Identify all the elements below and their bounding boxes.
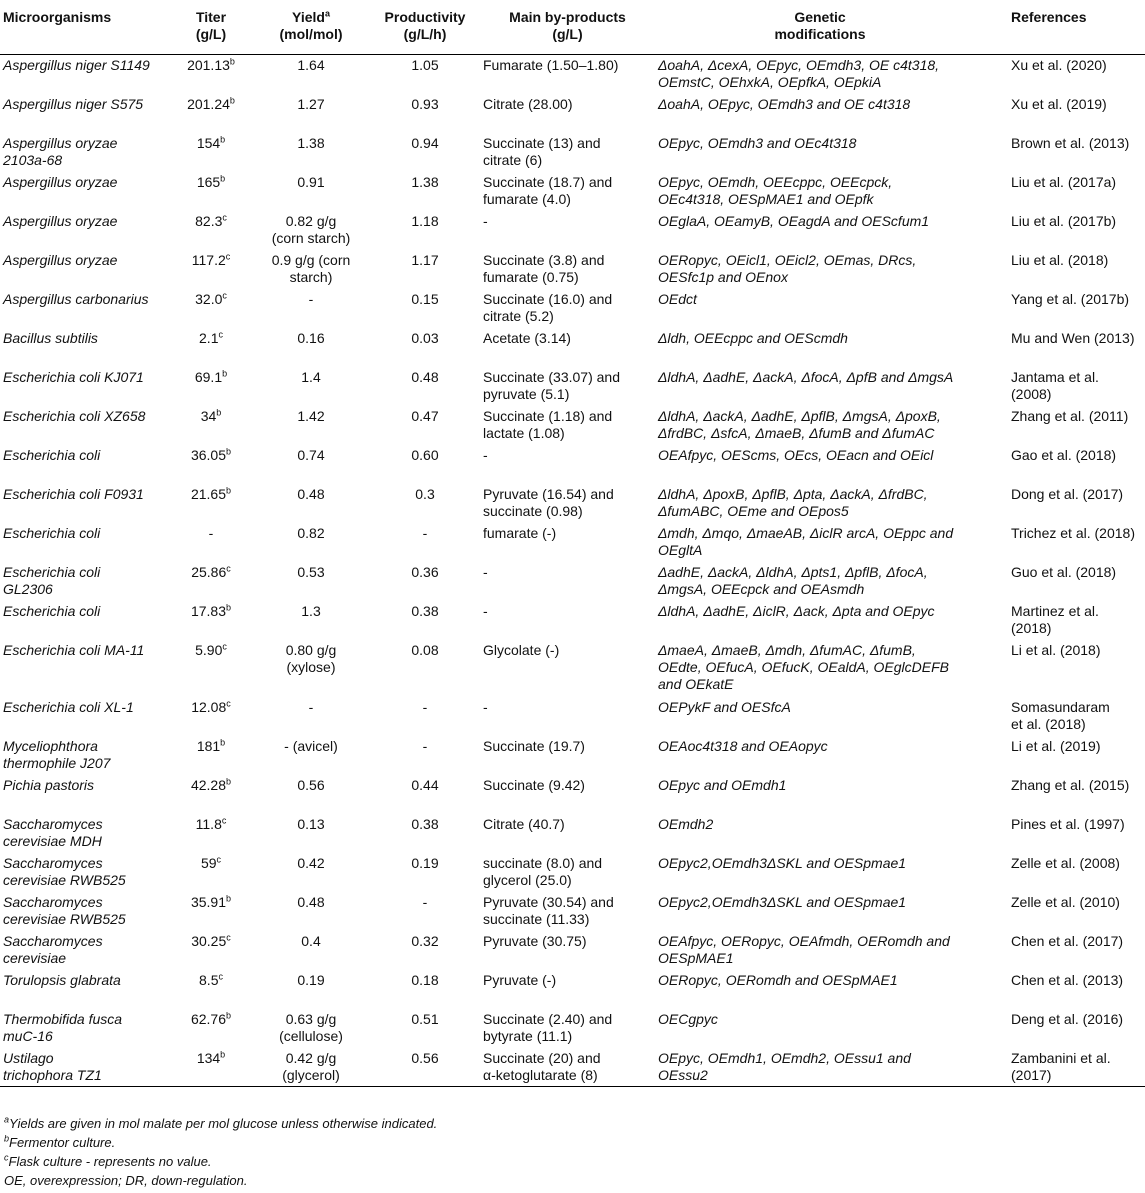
cell-yield: 0.56 bbox=[297, 776, 325, 793]
cell-microorganism: Aspergillus niger S1149 bbox=[3, 57, 150, 73]
table-row bbox=[0, 55, 1145, 94]
cell-microorganism: Aspergillus carbonarius bbox=[3, 290, 149, 307]
cell-productivity: 1.38 bbox=[411, 173, 439, 190]
cell-reference: Zhang et al. (2011) bbox=[1011, 407, 1129, 424]
cell-genetic-modifications: OEglaA, OEamyB, OEagdA and OEScfum1 bbox=[658, 212, 930, 229]
cell-productivity: 0.32 bbox=[411, 932, 439, 949]
cell-genetic-modifications: Δmdh, Δmqo, ΔmaeAB, ΔiclR arcA, OEppc and OEgltA bbox=[658, 524, 954, 558]
cell-microorganism: Escherichia coli bbox=[3, 446, 101, 463]
table-row bbox=[0, 892, 1145, 931]
cell-genetic-modifications: OEpyc2,OEmdh3ΔSKL and OESpmae1 bbox=[658, 854, 907, 871]
table-row bbox=[0, 1048, 1145, 1087]
cell-reference: Jantama et al. (2008) bbox=[1011, 368, 1099, 402]
cell-titer: 181$^b$ bbox=[196, 736, 226, 754]
cell-byproducts: - bbox=[483, 446, 488, 463]
cell-productivity: 0.08 bbox=[411, 641, 439, 658]
table-row bbox=[0, 367, 1145, 406]
table-row bbox=[0, 853, 1145, 892]
cell-microorganism: Escherichia coli XL-1 bbox=[3, 698, 134, 715]
cell-genetic-modifications: OEdct bbox=[658, 290, 697, 307]
cell-reference: Zelle et al. (2008) bbox=[1011, 854, 1120, 871]
cell-genetic-modifications: ΔoahA, ΔcexA, OEpyc, OEmdh3, OE c4t318, OEmstC, OEhxkA, OEpfkA, OEpkiA bbox=[658, 57, 940, 90]
table-row bbox=[0, 736, 1145, 775]
cell-titer: 32.0$^c$ bbox=[195, 289, 227, 307]
cell-genetic-modifications: Δldh, OEEcppc and OEScmdh bbox=[658, 329, 848, 346]
footnote: $^c$Flask culture - represents no value. bbox=[4, 1152, 212, 1169]
cell-byproducts: Acetate (3.14) bbox=[483, 329, 571, 346]
cell-byproducts: - bbox=[483, 602, 488, 619]
cell-yield: 0.13 bbox=[297, 815, 325, 832]
table-header bbox=[0, 0, 1145, 55]
cell-microorganism: Aspergillus oryzae bbox=[3, 251, 118, 268]
cell-reference: Chen et al. (2017) bbox=[1011, 932, 1124, 949]
cell-genetic-modifications: ΔldhA, ΔadhE, ΔackA, ΔfocA, ΔpfB and ΔmgsA bbox=[658, 368, 954, 385]
cell-genetic-modifications: OEAoc4t318 and OEAopyc bbox=[658, 737, 828, 754]
cell-reference: Liu et al. (2017a) bbox=[1011, 173, 1117, 190]
cell-byproducts: Glycolate (-) bbox=[483, 641, 560, 658]
header-productivity: Productivity (g/L/h) bbox=[370, 0, 480, 55]
table-footnotes bbox=[4, 1114, 437, 1190]
cell-byproducts: Succinate (1.18) and lactate (1.08) bbox=[483, 407, 613, 441]
cell-productivity: 0.48 bbox=[411, 368, 439, 385]
cell-titer: 34$^b$ bbox=[200, 406, 222, 424]
cell-byproducts: Succinate (16.0) and citrate (5.2) bbox=[483, 290, 613, 324]
header-byproducts: Main by-products (g/L) bbox=[480, 0, 655, 55]
cell-microorganism: Aspergillus oryzae bbox=[3, 173, 118, 190]
cell-genetic-modifications: ΔldhA, ΔackA, ΔadhE, ΔpflB, ΔmgsA, ΔpoxB, ΔfrdBC, ΔsfcA, ΔmaeB, ΔfumB and ΔfumAC bbox=[658, 407, 941, 441]
cell-reference: Mu and Wen (2013) bbox=[1011, 329, 1135, 346]
cell-titer: 62.76$^b$ bbox=[190, 1009, 232, 1027]
table-row bbox=[0, 931, 1145, 970]
table-row bbox=[0, 172, 1145, 211]
table-row bbox=[0, 775, 1145, 814]
table-row bbox=[0, 523, 1145, 562]
header-genetic-modifications: Genetic modifications bbox=[655, 0, 985, 55]
cell-byproducts: Succinate (2.40) and bytyrate (11.1) bbox=[483, 1010, 613, 1044]
cell-byproducts: Fumarate (1.50–1.80) bbox=[483, 57, 619, 73]
cell-titer: 59$^c$ bbox=[200, 853, 222, 871]
cell-yield: - (avicel) bbox=[284, 737, 338, 754]
cell-reference: Trichez et al. (2018) bbox=[1011, 524, 1135, 541]
cell-yield: 1.4 bbox=[301, 368, 321, 385]
cell-yield: - bbox=[308, 698, 314, 715]
cell-yield: 0.4 bbox=[301, 932, 321, 949]
cell-yield: 0.53 bbox=[297, 563, 325, 580]
cell-yield: 0.9 g/g (corn starch) bbox=[271, 251, 351, 285]
table-row bbox=[0, 94, 1145, 133]
cell-microorganism: Saccharomyces cerevisiae MDH bbox=[3, 815, 103, 849]
cell-byproducts: Succinate (19.7) bbox=[483, 737, 585, 754]
cell-titer: 117.2$^c$ bbox=[191, 250, 231, 268]
cell-genetic-modifications: OEAfpyc, OEScms, OEcs, OEacn and OEicl bbox=[658, 446, 934, 463]
cell-productivity: 0.38 bbox=[411, 815, 439, 832]
cell-genetic-modifications: OEpyc, OEmdh1, OEmdh2, OEssu1 and OEssu2 bbox=[655, 1048, 985, 1087]
header-references: References bbox=[985, 0, 1145, 55]
cell-titer: 11.8$^c$ bbox=[195, 814, 227, 832]
cell-productivity: - bbox=[422, 524, 428, 541]
cell-productivity: 0.44 bbox=[411, 776, 439, 793]
header-titer: Titer (g/L) bbox=[170, 0, 252, 55]
cell-microorganism: Escherichia coli bbox=[3, 524, 101, 541]
cell-byproducts: Succinate (33.07) and pyruvate (5.1) bbox=[483, 368, 620, 402]
cell-productivity: - bbox=[422, 698, 428, 715]
table-row bbox=[0, 445, 1145, 484]
cell-productivity: 0.15 bbox=[411, 290, 439, 307]
cell-yield: 0.82 g/g (corn starch) bbox=[271, 212, 351, 246]
cell-reference: Zhang et al. (2015) bbox=[1011, 776, 1130, 793]
cell-byproducts: Pyruvate (30.75) bbox=[483, 932, 587, 949]
cell-yield: 0.42 bbox=[297, 854, 325, 871]
cell-microorganism: Escherichia coli bbox=[3, 602, 101, 619]
cell-titer: 69.1$^b$ bbox=[194, 367, 228, 385]
cell-microorganism: Escherichia coli XZ658 bbox=[3, 407, 146, 424]
cell-genetic-modifications: OERopyc, OEicl1, OEicl2, OEmas, DRcs, OESfc1p and OEnox bbox=[658, 251, 917, 285]
cell-byproducts: Succinate (18.7) and fumarate (4.0) bbox=[483, 173, 613, 207]
cell-byproducts: Pyruvate (-) bbox=[483, 971, 557, 988]
cell-titer: 154$^b$ bbox=[196, 133, 226, 151]
cell-genetic-modifications: OEpyc and OEmdh1 bbox=[658, 776, 787, 793]
table-row bbox=[0, 601, 1145, 640]
table-row bbox=[0, 328, 1145, 367]
cell-titer: 2.1$^c$ bbox=[199, 328, 223, 346]
cell-yield: 1.27 bbox=[297, 95, 325, 112]
cell-microorganism: Aspergillus niger S575 bbox=[3, 95, 144, 112]
table-row bbox=[0, 211, 1145, 250]
cell-reference: Brown et al. (2013) bbox=[1011, 134, 1130, 151]
cell-microorganism: Torulopsis glabrata bbox=[3, 971, 121, 988]
cell-byproducts: Succinate (13) and citrate (6) bbox=[483, 134, 601, 168]
cell-titer: 17.83$^b$ bbox=[190, 601, 232, 619]
cell-genetic-modifications: OEPykF and OESfcA bbox=[658, 698, 791, 715]
cell-genetic-modifications: OERopyc, OERomdh and OESpMAE1 bbox=[658, 971, 898, 988]
cell-microorganism: Thermobifida fusca muC-16 bbox=[3, 1010, 123, 1044]
cell-titer: 201.24$^b$ bbox=[187, 94, 235, 112]
cell-productivity: 0.38 bbox=[411, 602, 439, 619]
table-row bbox=[0, 814, 1145, 853]
cell-productivity: 0.56 bbox=[370, 1048, 480, 1087]
cell-productivity: 0.19 bbox=[411, 854, 439, 871]
cell-microorganism: Saccharomyces cerevisiae RWB525 bbox=[3, 854, 126, 888]
cell-byproducts: fumarate (-) bbox=[483, 524, 557, 541]
cell-productivity: 0.3 bbox=[415, 485, 435, 502]
footnote: $^b$Fermentor culture. bbox=[4, 1133, 116, 1150]
cell-yield: 0.80 g/g (xylose) bbox=[285, 641, 337, 675]
table-row bbox=[0, 970, 1145, 1009]
cell-yield: 0.48 bbox=[297, 485, 325, 502]
cell-yield: 0.19 bbox=[297, 971, 325, 988]
table-row bbox=[0, 250, 1145, 289]
cell-titer: 134$^b$ bbox=[170, 1048, 252, 1087]
cell-titer: 30.25$^c$ bbox=[191, 931, 231, 949]
cell-titer: 36.05$^b$ bbox=[190, 445, 232, 463]
cell-productivity: 1.05 bbox=[411, 57, 439, 73]
header-yield: Yield$^a$ (mol/mol) bbox=[252, 0, 370, 55]
cell-genetic-modifications: ΔoahA, OEpyc, OEmdh3 and OE c4t318 bbox=[658, 95, 911, 112]
cell-titer: 12.08$^c$ bbox=[191, 697, 231, 715]
cell-yield: 1.42 bbox=[297, 407, 325, 424]
cell-yield: 0.48 bbox=[297, 893, 325, 910]
cell-productivity: 0.36 bbox=[411, 563, 439, 580]
cell-reference: Somasundaram et al. (2018) bbox=[1011, 698, 1110, 732]
cell-productivity: - bbox=[422, 893, 428, 910]
cell-genetic-modifications: ΔmaeA, ΔmaeB, Δmdh, ΔfumAC, ΔfumB, OEdte, OEfucA, OEfucK, OEaldA, OEglcDEFB and OEkatE bbox=[658, 641, 949, 692]
cell-titer: 35.91$^b$ bbox=[190, 892, 232, 910]
cell-yield: - bbox=[308, 290, 314, 307]
cell-reference: Li et al. (2019) bbox=[1011, 737, 1101, 754]
cell-microorganism: Saccharomyces cerevisiae RWB525 bbox=[3, 893, 126, 927]
cell-reference: Gao et al. (2018) bbox=[1011, 446, 1117, 463]
cell-titer: 82.3$^c$ bbox=[195, 211, 227, 229]
cell-byproducts: - bbox=[483, 212, 488, 229]
cell-yield: 1.64 bbox=[297, 57, 325, 73]
cell-productivity: 1.17 bbox=[411, 251, 439, 268]
cell-reference: Liu et al. (2018) bbox=[1011, 251, 1109, 268]
cell-genetic-modifications: ΔldhA, ΔpoxB, ΔpflB, Δpta, ΔackA, ΔfrdBC, ΔfumABC, OEme and OEpos5 bbox=[658, 485, 928, 519]
cell-microorganism: Bacillus subtilis bbox=[3, 329, 98, 346]
cell-byproducts: Succinate (9.42) bbox=[483, 776, 585, 793]
cell-yield: 0.74 bbox=[297, 446, 325, 463]
cell-genetic-modifications: OEpyc2,OEmdh3ΔSKL and OESpmae1 bbox=[658, 893, 907, 910]
cell-microorganism: Ustilago trichophora TZ1 bbox=[0, 1048, 170, 1087]
cell-microorganism: Escherichia coli GL2306 bbox=[3, 563, 101, 597]
cell-reference: Martinez et al. (2018) bbox=[1011, 602, 1099, 636]
cell-genetic-modifications: ΔldhA, ΔadhE, ΔiclR, Δack, Δpta and OEpyc bbox=[658, 602, 935, 619]
cell-productivity: - bbox=[422, 737, 428, 754]
cell-byproducts: Citrate (28.00) bbox=[483, 95, 573, 112]
cell-reference: Zambanini et al. (2017) bbox=[985, 1048, 1145, 1087]
cell-reference: Chen et al. (2013) bbox=[1011, 971, 1124, 988]
cell-productivity: 0.94 bbox=[411, 134, 439, 151]
cell-reference: Li et al. (2018) bbox=[1011, 641, 1101, 658]
cell-productivity: 1.18 bbox=[411, 212, 439, 229]
table-row bbox=[0, 289, 1145, 328]
cell-titer: 8.5$^c$ bbox=[199, 970, 223, 988]
cell-productivity: 0.51 bbox=[411, 1010, 439, 1027]
cell-genetic-modifications: OEmdh2 bbox=[658, 815, 714, 832]
cell-genetic-modifications: OEpyc, OEmdh3 and OEc4t318 bbox=[658, 134, 857, 151]
cell-reference: Yang et al. (2017b) bbox=[1011, 290, 1130, 307]
cell-titer: 201.13$^b$ bbox=[187, 56, 235, 73]
cell-yield: 0.91 bbox=[297, 173, 325, 190]
cell-reference: Guo et al. (2018) bbox=[1011, 563, 1117, 580]
cell-reference: Deng et al. (2016) bbox=[1011, 1010, 1124, 1027]
table-row bbox=[0, 1009, 1145, 1048]
cell-byproducts: Succinate (3.8) and fumarate (0.75) bbox=[483, 251, 605, 285]
table-row bbox=[0, 406, 1145, 445]
cell-byproducts: succinate (8.0) and glycerol (25.0) bbox=[483, 854, 603, 888]
footnote: $^a$Yields are given in mol malate per mol glucose unless otherwise indicated. bbox=[4, 1114, 438, 1131]
table-row bbox=[0, 697, 1145, 736]
cell-reference: Liu et al. (2017b) bbox=[1011, 212, 1117, 229]
cell-genetic-modifications: ΔadhE, ΔackA, ΔldhA, Δpts1, ΔpflB, ΔfocA, ΔmgsA, OEEcpck and OEAsmdh bbox=[658, 563, 928, 597]
cell-titer: 25.86$^c$ bbox=[191, 562, 231, 580]
table-row bbox=[0, 562, 1145, 601]
cell-byproducts: - bbox=[483, 698, 488, 715]
cell-genetic-modifications: OEpyc, OEmdh, OEEcppc, OEEcpck, OEc4t318, OESpMAE1 and OEpfk bbox=[658, 173, 893, 207]
table-row bbox=[0, 484, 1145, 523]
cell-yield: 1.38 bbox=[297, 134, 325, 151]
cell-reference: Pines et al. (1997) bbox=[1011, 815, 1125, 832]
cell-yield: 0.42 g/g (glycerol) bbox=[252, 1048, 370, 1087]
cell-productivity: 0.47 bbox=[411, 407, 439, 424]
cell-microorganism: Escherichia coli KJ071 bbox=[3, 368, 144, 385]
cell-reference: Zelle et al. (2010) bbox=[1011, 893, 1120, 910]
cell-microorganism: Saccharomyces cerevisiae bbox=[3, 932, 103, 966]
cell-reference: Dong et al. (2017) bbox=[1011, 485, 1124, 502]
cell-reference: Xu et al. (2020) bbox=[1011, 57, 1107, 73]
cell-yield: 0.16 bbox=[297, 329, 325, 346]
table-row bbox=[0, 640, 1145, 697]
cell-microorganism: Pichia pastoris bbox=[3, 776, 95, 793]
cell-titer: - bbox=[208, 524, 214, 541]
cell-genetic-modifications: OEAfpyc, OERopyc, OEAfmdh, OERomdh and OESpMAE1 bbox=[658, 932, 950, 966]
cell-microorganism: Escherichia coli F0931 bbox=[3, 485, 144, 502]
cell-productivity: 0.18 bbox=[411, 971, 439, 988]
table-row bbox=[0, 133, 1145, 172]
header-microorganisms: Microorganisms bbox=[0, 0, 170, 55]
cell-titer: 42.28$^b$ bbox=[190, 775, 232, 793]
cell-byproducts: Pyruvate (16.54) and succinate (0.98) bbox=[483, 485, 614, 519]
cell-microorganism: Myceliophthora thermophile J207 bbox=[3, 737, 111, 771]
cell-titer: 5.90$^c$ bbox=[195, 640, 227, 658]
table-body bbox=[0, 55, 1145, 1087]
cell-yield: 0.82 bbox=[297, 524, 325, 541]
cell-byproducts: Succinate (20) and α-ketoglutarate (8) bbox=[480, 1048, 655, 1087]
cell-titer: 165$^b$ bbox=[196, 172, 226, 190]
cell-reference: Xu et al. (2019) bbox=[1011, 95, 1107, 112]
cell-microorganism: Aspergillus oryzae 2103a-68 bbox=[3, 134, 118, 168]
footnote: OE, overexpression; DR, down-regulation. bbox=[4, 1173, 248, 1188]
cell-microorganism: Escherichia coli MA-11 bbox=[3, 641, 145, 658]
cell-productivity: 0.93 bbox=[411, 95, 439, 112]
cell-productivity: 0.60 bbox=[411, 446, 439, 463]
cell-genetic-modifications: OECgpyc bbox=[658, 1010, 718, 1027]
cell-yield: 0.63 g/g (cellulose) bbox=[279, 1010, 343, 1044]
cell-microorganism: Aspergillus oryzae bbox=[3, 212, 118, 229]
cell-productivity: 0.03 bbox=[411, 329, 439, 346]
cell-byproducts: Citrate (40.7) bbox=[483, 815, 565, 832]
cell-byproducts: Pyruvate (30.54) and succinate (11.33) bbox=[483, 893, 614, 927]
cell-yield: 1.3 bbox=[301, 602, 321, 619]
cell-byproducts: - bbox=[483, 563, 488, 580]
cell-titer: 21.65$^b$ bbox=[190, 484, 232, 502]
